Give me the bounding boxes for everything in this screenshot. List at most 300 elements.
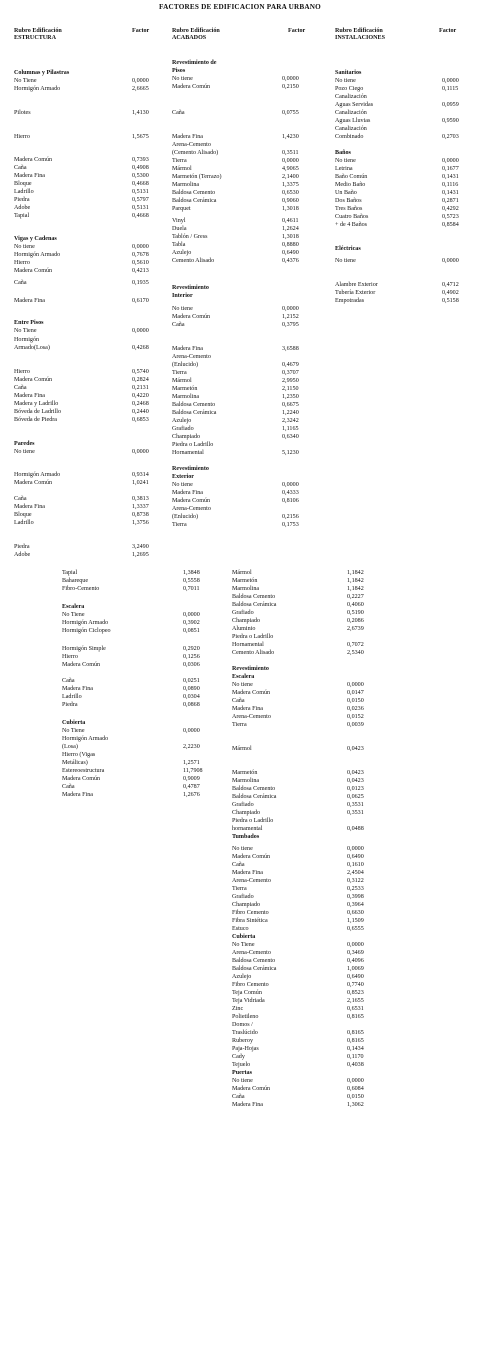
section-title: Revestimiento (172, 466, 209, 472)
factor-value: 3,6588 (282, 346, 299, 352)
item-label: Madera Fina (172, 134, 203, 140)
factor-value: 0,0000 (132, 244, 149, 250)
item-label: Traslúcido (232, 1030, 258, 1036)
item-label: Marmolina (172, 182, 200, 188)
factor-value: 4,9065 (282, 166, 299, 172)
item-label: Grafiado (232, 802, 254, 808)
item-label: Aguas Lluvias (335, 118, 371, 124)
factor-value: 1,3756 (132, 520, 149, 526)
factor-value: 0,4220 (132, 393, 149, 399)
factor-value: 2,5340 (347, 650, 364, 656)
factor-value: 1,2676 (183, 792, 200, 798)
factor-value: 0,2920 (183, 646, 200, 652)
item-label: Grafiado (232, 894, 254, 900)
item-label: Paja-Hojas (232, 1046, 259, 1052)
item-label: Bóveda de Ladrillo (14, 409, 62, 415)
item-label: Fibro Cemento (232, 910, 269, 916)
factor-value: 0,3813 (132, 496, 149, 502)
factor-value: 0,0123 (347, 786, 364, 792)
item-label: Hierro (14, 369, 30, 375)
item-label: Fibra Sintética (232, 918, 268, 924)
factor-value: 0,8880 (282, 242, 299, 248)
item-label: No tiene (14, 449, 35, 455)
factor-value: 1,2624 (282, 226, 299, 232)
factor-value: 2,4504 (347, 870, 364, 876)
factor-value: 0,0000 (132, 449, 149, 455)
item-label: Champiado (232, 810, 261, 816)
item-label: Arena-Cemento (232, 950, 271, 956)
item-label: (Losa) (62, 744, 78, 750)
factor-value: 3,2490 (132, 544, 149, 550)
item-label: Piedra (14, 197, 30, 203)
item-label: Estuco (232, 926, 249, 932)
item-label: Marmolina (232, 586, 260, 592)
factor-value: 0,4902 (442, 290, 459, 296)
factor-value: 0,9590 (442, 118, 459, 124)
factor-value: 1,2571 (183, 760, 200, 766)
factor-value: 0,6490 (347, 854, 364, 860)
item-label: Madera Fina (62, 792, 93, 798)
factor-value: 1,3337 (132, 504, 149, 510)
item-label: Piedra (14, 544, 30, 550)
factor-value: 1,3018 (282, 234, 299, 240)
item-label: Baldosa Cerámica (232, 966, 277, 972)
factor-value: 0,4712 (442, 282, 459, 288)
factor-value: 0,7678 (132, 252, 149, 258)
item-label: hornamental (232, 826, 263, 832)
factor-value: 0,0000 (183, 728, 200, 734)
factor-value: 0,3998 (347, 894, 364, 900)
factor-value: 0,4908 (132, 165, 149, 171)
factor-value: 2,9950 (282, 378, 299, 384)
item-label: Tierra (172, 522, 187, 528)
factor-value: 0,4096 (347, 958, 364, 964)
factor-value: 0,4213 (132, 268, 149, 274)
factor-value: 0,0000 (442, 78, 459, 84)
factor-value: 0,0000 (442, 258, 459, 264)
item-label: Tejuelo (232, 1062, 251, 1068)
item-label: Azulejo (172, 418, 192, 424)
factor-value: 0,7393 (132, 157, 149, 163)
factor-value: 0,6630 (347, 910, 364, 916)
item-label: Madera Común (172, 498, 211, 504)
factor-value: 0,9009 (183, 776, 200, 782)
item-label: Baldosa Cemento (232, 958, 276, 964)
factor-value: 0,1610 (347, 862, 364, 868)
header-section-label: INSTALACIONES (335, 35, 386, 42)
header-instalaciones (335, 28, 475, 43)
factor-value: 2,1400 (282, 174, 299, 180)
factor-value: 1,2350 (282, 394, 299, 400)
item-label: Domos / (232, 1022, 253, 1028)
factor-value: 0,0152 (347, 714, 364, 720)
factor-value: 0,0000 (347, 1078, 364, 1084)
factor-value: 2,3242 (282, 418, 299, 424)
factor-value: 0,0150 (347, 1094, 364, 1100)
factor-value: 0,1753 (282, 522, 299, 528)
header-factor-label: Factor (288, 28, 306, 34)
factor-value: 0,4038 (347, 1062, 364, 1068)
item-label: Teja Común (232, 990, 262, 996)
factor-value: 0,5131 (132, 189, 149, 195)
section-title: Eléctricas (335, 246, 361, 252)
factor-value: 1,1842 (347, 578, 364, 584)
factor-value: 0,2468 (132, 401, 149, 407)
factor-value: 0,8165 (347, 1030, 364, 1036)
header-section-label: ESTRUCTURA (14, 35, 56, 42)
header-estructura (14, 28, 159, 43)
item-label: Hormigón (14, 337, 40, 343)
section-title: Paredes (14, 441, 35, 447)
item-label: Hormigón Armado (14, 252, 61, 258)
item-label: Grafiado (172, 426, 194, 432)
item-label: Hornamental (172, 450, 204, 456)
item-label: Caña (232, 1094, 245, 1100)
item-label: Marmetón (232, 578, 258, 584)
factor-value: 0,7011 (183, 586, 200, 592)
factor-value: 0,3902 (183, 620, 200, 626)
factor-value: 0,4376 (282, 258, 299, 264)
factor-value: 0,4668 (132, 213, 149, 219)
section-title: Revestimiento (172, 285, 209, 291)
factor-value: 0,5158 (442, 298, 459, 304)
item-label: Madera Fina (62, 686, 93, 692)
item-label: Hierro (14, 260, 30, 266)
item-label: Fibro Cemento (232, 982, 269, 988)
item-label: Caña (62, 678, 75, 684)
factor-value: 1,4130 (132, 110, 149, 116)
factor-value: 0,1434 (347, 1046, 364, 1052)
factor-value: 0,0000 (442, 158, 459, 164)
factor-value: 1,3848 (183, 570, 200, 576)
item-label: Piedra o Ladrillo (232, 634, 274, 640)
item-label: Mármol (172, 378, 192, 384)
factor-value: 0,4060 (347, 602, 364, 608)
item-label: No tiene (335, 78, 356, 84)
item-label: No tiene (172, 76, 193, 82)
item-label: Caña (232, 698, 245, 704)
item-label: Baño Común (335, 174, 368, 180)
factor-value: 0,1116 (442, 182, 459, 188)
factor-value: 0,0000 (132, 328, 149, 334)
factor-value: 0,4787 (183, 784, 200, 790)
item-label: Baldosa Cemento (232, 594, 276, 600)
item-label: Madera y Ladrillo (14, 401, 59, 407)
factor-value: 0,1677 (442, 166, 459, 172)
item-label: Canalización (335, 110, 367, 116)
factor-value: 0,0488 (347, 826, 364, 832)
item-label: Piedra o Ladrillo (172, 442, 214, 448)
item-label: Tapial (62, 570, 78, 576)
factor-value: 0,2871 (442, 198, 459, 204)
factor-value: 0,5131 (132, 205, 149, 211)
section-title: Escalera (62, 604, 85, 610)
item-label: Empotradas (335, 298, 365, 304)
item-label: Madera Común (14, 377, 53, 383)
factor-value: 0,2440 (132, 409, 149, 415)
item-label: Madera Común (232, 1086, 271, 1092)
item-label: Baldosa Cerámica (172, 198, 217, 204)
factor-value: 0,2131 (132, 385, 149, 391)
item-label: Tierra (232, 886, 247, 892)
factor-value: 0,8106 (282, 498, 299, 504)
item-label: Arena-Cemento (232, 714, 271, 720)
factor-value: 0,0147 (347, 690, 364, 696)
item-label: Estereoestructura (62, 768, 105, 774)
item-label: Aguas Servidas (335, 102, 374, 108)
factor-value: 0,0000 (347, 942, 364, 948)
item-label: Bóveda de Piedra (14, 417, 57, 423)
factor-value: 0,0306 (183, 662, 200, 668)
factor-value: 0,4292 (442, 206, 459, 212)
item-label: Arena-Cemento (172, 506, 211, 512)
item-label: Pilotes (14, 110, 31, 116)
factor-value: 0,2150 (282, 84, 299, 90)
factor-value: 0,0890 (183, 686, 200, 692)
factor-value: 1,3018 (282, 206, 299, 212)
item-label: No tiene (232, 682, 253, 688)
item-label: Combinado (335, 134, 364, 140)
factor-value: 0,6675 (282, 402, 299, 408)
factor-value: 2,6739 (347, 626, 364, 632)
factor-value: 0,6530 (282, 190, 299, 196)
factor-value: 0,9060 (282, 198, 299, 204)
factor-value: 0,0236 (347, 706, 364, 712)
item-label: Zinc (232, 1006, 244, 1012)
factor-value: 2,1655 (347, 998, 364, 1004)
item-label: Champiado (172, 434, 201, 440)
factor-value: 0,5558 (183, 578, 200, 584)
item-label: Tierra (172, 158, 187, 164)
item-label: Bloque (14, 181, 32, 187)
item-label: Ladrillo (14, 520, 34, 526)
item-label: Madera Común (14, 268, 53, 274)
item-label: Hierro (Vigas (62, 752, 96, 758)
item-label: Tubería Exterior (335, 290, 376, 296)
item-label: Hornamental (232, 642, 264, 648)
factor-value: 0,2533 (347, 886, 364, 892)
factor-value: 0,6490 (347, 974, 364, 980)
item-label: Hierro (62, 654, 78, 660)
item-label: Teja Vidriada (232, 998, 265, 1004)
item-label: Madera Fina (14, 504, 45, 510)
item-label: Arena-Cemento (172, 354, 211, 360)
factor-value: 1,0069 (347, 966, 364, 972)
factor-value: 0,1256 (183, 654, 200, 660)
item-label: Madera Común (62, 662, 101, 668)
factor-value: 1,2240 (282, 410, 299, 416)
factor-value: 0,3511 (282, 150, 299, 156)
item-label: Madera Fina (232, 706, 263, 712)
factor-value: 0,6340 (282, 434, 299, 440)
factor-value: 1,2695 (132, 552, 149, 558)
factor-value: 0,3122 (347, 878, 364, 884)
item-label: Tres Baños (335, 206, 363, 212)
item-label: Hormigón Armado (14, 86, 61, 92)
factor-value: 2,1150 (282, 386, 299, 392)
factor-value: 1,1842 (347, 570, 364, 576)
item-label: Madera Común (14, 480, 53, 486)
item-label: Madera Fina (14, 173, 45, 179)
factor-value: 0,0251 (183, 678, 200, 684)
item-label: Madera Común (62, 776, 101, 782)
factor-value: 0,3469 (347, 950, 364, 956)
factor-value: 0,0423 (347, 778, 364, 784)
factor-value: 0,0000 (347, 682, 364, 688)
item-label: Champiado (232, 902, 261, 908)
item-label: Adobe (14, 552, 31, 558)
item-label: Cemento Alisado (172, 258, 215, 264)
item-label: Caña (172, 110, 185, 116)
factor-value: 1,1842 (347, 586, 364, 592)
header-rubro-label: Rubro Edificación (335, 28, 383, 34)
factor-value: 0,6555 (347, 926, 364, 932)
item-label: No tiene (172, 306, 193, 312)
item-label: Caña (14, 280, 27, 286)
item-label: Madera Común (232, 690, 271, 696)
header-factor-label: Factor (132, 28, 150, 34)
section-title: Entre Pisos (14, 320, 44, 326)
factor-value: 0,1431 (442, 190, 459, 196)
item-label: Piedra o Ladrillo (232, 818, 274, 824)
item-label: Madera Fina (172, 490, 203, 496)
section-title: Tumbados (232, 834, 260, 840)
item-label: Caña (14, 165, 27, 171)
item-label: Aluminio (232, 626, 256, 632)
factor-value: 0,1170 (347, 1054, 364, 1060)
item-label: Polietileno (232, 1014, 259, 1020)
factor-value: 0,8584 (442, 222, 459, 228)
item-label: Un Baño (335, 190, 357, 196)
item-label: Baldosa Cerámica (232, 794, 277, 800)
item-label: Tapial (14, 213, 30, 219)
factor-value: 0,0755 (282, 110, 299, 116)
factor-value: 0,0423 (347, 746, 364, 752)
item-label: Madera Fina (232, 870, 263, 876)
header-factor-label: Factor (439, 28, 457, 34)
item-label: Hormigón Ciclopeo (62, 628, 111, 634)
factor-value: 0,3964 (347, 902, 364, 908)
item-label: Cuatro Baños (335, 214, 369, 220)
factor-value: 0,7072 (347, 642, 364, 648)
factor-value: 0,2156 (282, 514, 299, 520)
item-label: Bloque (14, 512, 32, 518)
item-label: No tiene (172, 482, 193, 488)
factor-value: 1,0241 (132, 480, 149, 486)
page-title: FACTORES DE EDIFICACION PARA URBANO (159, 3, 321, 11)
item-label: No tiene (335, 258, 356, 264)
factor-value: 0,0000 (282, 482, 299, 488)
item-label: (Enlucido) (172, 362, 199, 368)
factor-value: 0,3531 (347, 802, 364, 808)
factor-value: 1,4230 (282, 134, 299, 140)
item-label: Parquet (172, 206, 191, 212)
item-label: No Tiene (62, 728, 85, 734)
section-title: Pisos (172, 68, 186, 74)
item-label: Hormigón Armado (14, 472, 61, 478)
item-label: No tiene (232, 1078, 253, 1084)
factor-value: 0,5797 (132, 197, 149, 203)
factor-value: 0,6853 (132, 417, 149, 423)
item-label: Tierra (172, 370, 187, 376)
item-label: Cady (232, 1054, 245, 1060)
item-label: Dos Baños (335, 198, 362, 204)
item-label: (Enlucido) (172, 514, 199, 520)
item-label: Adobe (14, 205, 31, 211)
factor-value: 0,4333 (282, 490, 299, 496)
factor-value: 2,6665 (132, 86, 149, 92)
factor-value: 0,6531 (347, 1006, 364, 1012)
header-rubro-label: Rubro Edificación (14, 28, 62, 34)
item-label: Arena-Cemento (172, 142, 211, 148)
header-section-label: ACABADOS (172, 35, 207, 42)
factor-value: 1,3375 (282, 182, 299, 188)
item-label: Caña (232, 862, 245, 868)
factor-value: 0,3531 (347, 810, 364, 816)
item-label: No tiene (232, 846, 253, 852)
item-label: No tiene (335, 158, 356, 164)
section-title: Columnas y Pilastras (14, 70, 70, 76)
factor-value: 0,0000 (347, 846, 364, 852)
item-label: Azulejo (232, 974, 252, 980)
section-title: Puertas (232, 1070, 252, 1076)
item-label: Baldosa Cemento (172, 402, 216, 408)
item-label: Madera Fina (172, 346, 203, 352)
factor-value: 0,0150 (347, 698, 364, 704)
factor-value: 0,0000 (282, 306, 299, 312)
item-label: Cemento Alisado (232, 650, 275, 656)
factor-value: 0,0423 (347, 770, 364, 776)
item-label: No Tiene (62, 612, 85, 618)
section-title: Cubierta (62, 720, 86, 726)
item-label: Ruberoy (232, 1038, 253, 1044)
factor-value: 0,5740 (132, 369, 149, 375)
factor-value: 0,2086 (347, 618, 364, 624)
item-label: No Tiene (14, 328, 37, 334)
item-label: (Cemento Alisado) (172, 150, 219, 156)
item-label: Alambre Exterior (335, 282, 378, 288)
item-label: Tablón / Gress (172, 234, 208, 240)
item-label: Marmolina (172, 394, 200, 400)
section-title: Revestimiento (232, 666, 269, 672)
item-label: Ladrillo (14, 189, 34, 195)
item-label: Baldosa Cemento (232, 786, 276, 792)
item-label: Vinyl (172, 218, 186, 224)
item-label: Baldosa Cemento (172, 190, 216, 196)
factor-value: 0,6170 (132, 298, 149, 304)
item-label: Azulejo (172, 250, 192, 256)
factor-value: 1,5675 (132, 134, 149, 140)
factor-value: 0,5190 (347, 610, 364, 616)
header-acabados (172, 28, 332, 43)
section-title: Escalera (232, 674, 255, 680)
item-label: Medio Baño (335, 182, 366, 188)
factor-value: 0,0000 (132, 78, 149, 84)
item-label: Hormigón Simple (62, 646, 106, 652)
factor-value: 0,5300 (132, 173, 149, 179)
item-label: Madera Fina (14, 298, 45, 304)
item-label: Fibro-Cemento (62, 586, 100, 592)
factor-value: 0,1935 (132, 280, 149, 286)
item-label: No Tiene (232, 942, 255, 948)
section-title: Vigas y Cadenas (14, 236, 57, 242)
section-title: Interior (172, 293, 193, 299)
item-label: Letrina (335, 166, 353, 172)
factor-value: 0,0304 (183, 694, 200, 700)
item-label: Caña (14, 496, 27, 502)
header-rubro-label: Rubro Edificación (172, 28, 220, 34)
factor-value: 0,0039 (347, 722, 364, 728)
